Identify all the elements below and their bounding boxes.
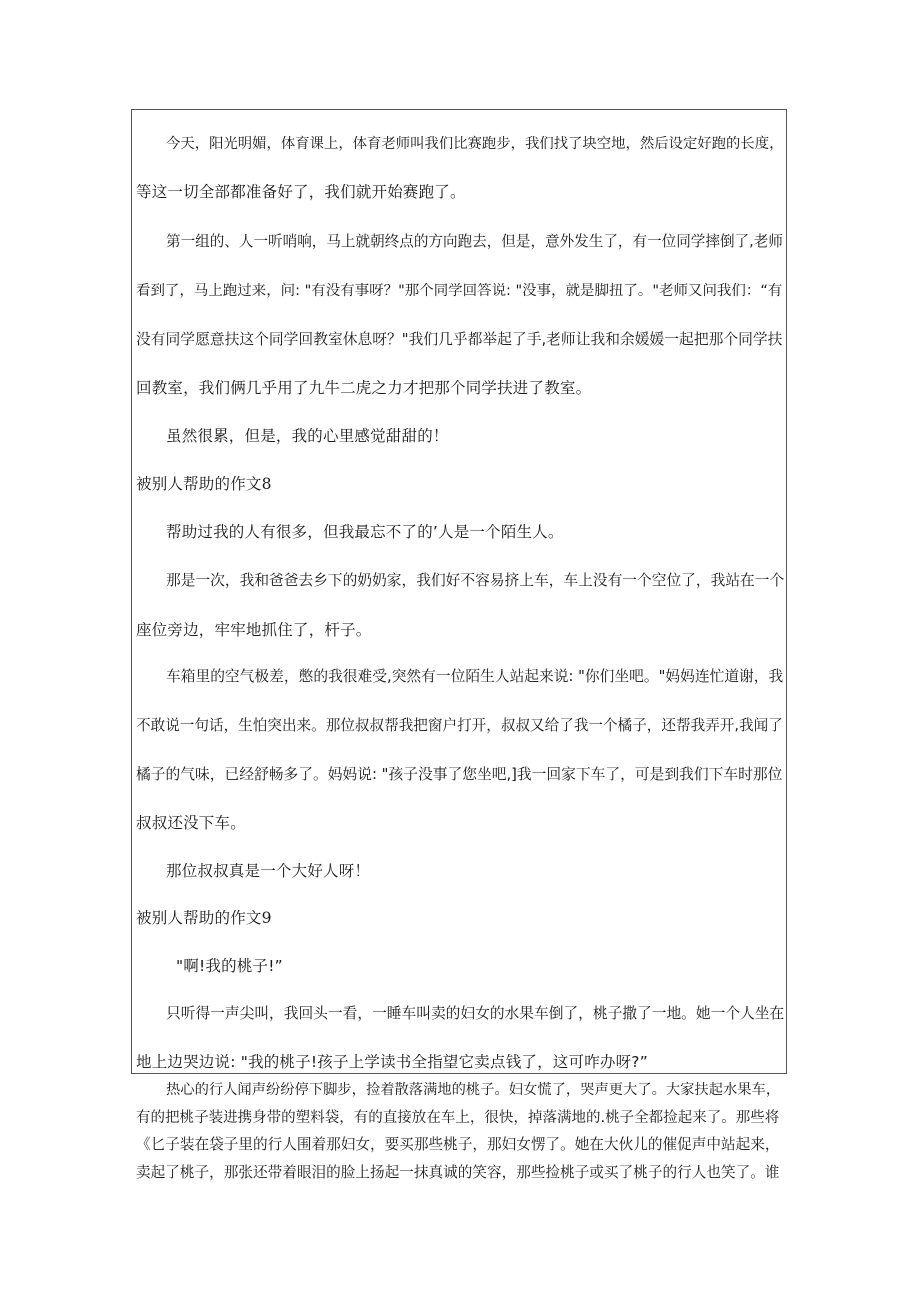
essay8-para3-line4: 叔叔还没下车。 <box>136 814 246 832</box>
essay8-para2-line2: 座位旁边，牢牢地抓住了，杆子。 <box>136 621 372 639</box>
essay7-para2-line4: 回教室，我们俩几乎用了九牛二虎之力才把那个同学扶进了教室。 <box>136 379 592 397</box>
essay7-para1-line2: 等这一切全部都准备好了，我们就开始赛跑了。 <box>136 183 466 201</box>
essay7-para2-line1: 第一组的、人一听哨响，马上就朝终点的方向跑去，但是，意外发生了，有一位同学摔倒了,老师 <box>166 233 783 250</box>
essay8-para2-line1: 那是一次，我和爸爸去乡下的奶奶家，我们好不容易挤上车，车上没有一个空位了，我站在一个 <box>166 572 785 589</box>
essay8-para3-line3: 橘子的气味，已经舒畅多了。妈妈说: "孩子没事了您坐吧,]我一回家下车了，可是到我们下车时那位 <box>136 766 783 783</box>
essay7-para2-line2: 看到了，马上跑过来，问: "有没有事呀？"那个同学回答说: "没事，就是脚扭了。"老师又问我们：“有 <box>136 283 783 299</box>
essay8-para3-line2: 不敢说一句话，生怕突出来。那位叔叔帮我把窗户打开，叔叔又给了我一个橘子，还帮我弄开,我闻了 <box>136 717 783 734</box>
essay9-para1: "啊!我的桃子!” <box>176 957 283 975</box>
essay9-para3-line2: 有的把桃子装进携身带的塑料袋，有的直接放在车上，很快，掉落满地的.桃子全都捡起来了。那些将 <box>136 1110 780 1126</box>
essay8-para4: 那位叔叔真是一个大好人呀！ <box>166 862 371 880</box>
essay8-para3-line1: 车箱里的空气极差，憋的我很难受,突然有一位陌生人站起来说: "你们坐吧。"妈妈连忙道谢，我 <box>166 668 784 685</box>
essay7-para1-line1: 今天，阳光明媚，体育课上，体育老师叫我们比赛跑步，我们找了块空地，然后设定好跑的长度， <box>166 136 784 152</box>
essay9-para2-line2: 地上边哭边说: "我的桃子!孩子上学读书全指望它卖点钱了，这可咋办呀?” <box>136 1053 648 1071</box>
essay7-para2-line3: 没有同学愿意扶这个同学回教室休息呀？"我们几乎都举起了手,老师让我和余媛媛一起把那个同学扶 <box>136 331 783 348</box>
content-frame <box>131 109 787 1074</box>
essay9-title: 被别人帮助的作文9 <box>136 909 272 927</box>
essay9-para3-line1: 热心的行人闻声纷纷停下脚步，捡着散落满地的桃子。妇女慌了，哭声更大了。大家扶起水果车， <box>166 1082 781 1098</box>
essay7-para3: 虽然很累，但是，我的心里感觉甜甜的！ <box>166 427 449 445</box>
essay9-para3-line3: 《匕子装在袋子里的行人围着那妇女，要买那些桃子，那妇女愣了。她在大伙儿的催促声中站起来， <box>136 1136 780 1153</box>
essay9-para2-line1: 只听得一声尖叫，我回头一看，一睡车叫卖的妇女的水果车倒了，桃子撒了一地。她一个人坐在 <box>166 1005 785 1022</box>
essay9-para3-line4: 卖起了桃子，那张还带着眼泪的脸上扬起一抹真诚的笑容，那些捡桃子或买了桃子的行人也笑了。谁 <box>136 1164 780 1181</box>
essay8-title: 被别人帮助的作文8 <box>136 475 272 493</box>
essay8-para1: 帮助过我的人有很多，但我最忘不了的’人是一个陌生人。 <box>166 523 564 541</box>
